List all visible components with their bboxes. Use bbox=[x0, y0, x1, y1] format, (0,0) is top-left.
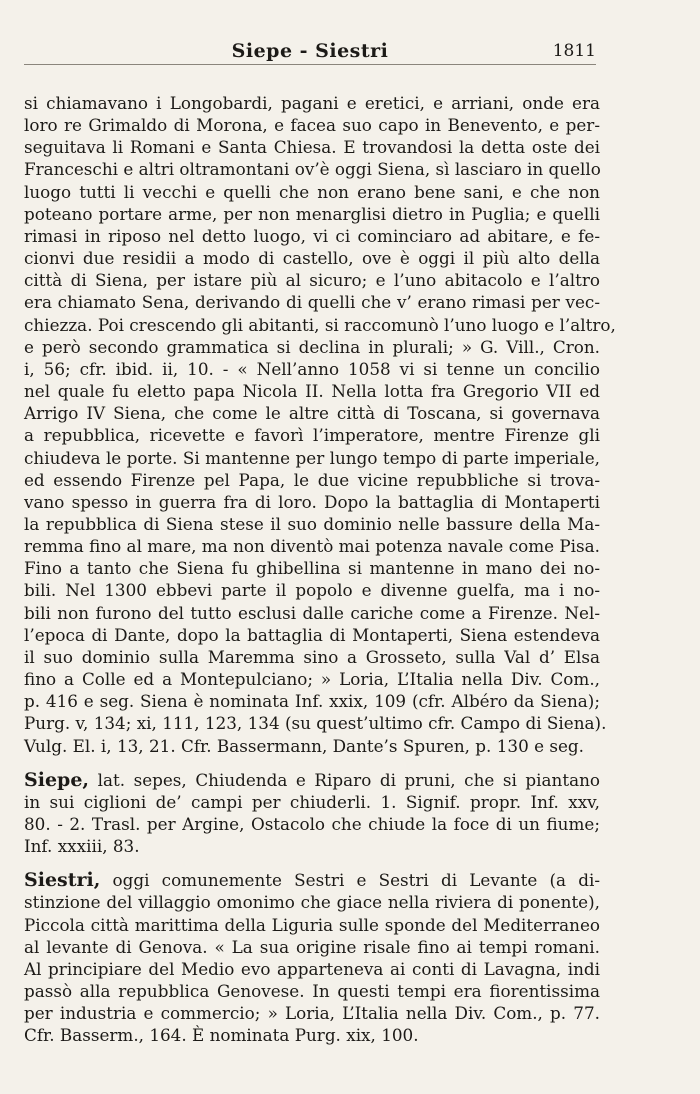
text-line-rest: lat. sepes, Chiudenda e Riparo di pruni, che si piantano bbox=[89, 769, 600, 790]
text-line: seguitava li Romani e Santa Chiesa. E trovandosi la detta oste dei bbox=[24, 137, 600, 158]
text-line: per industria e commercio; » Loria, L’Italia nella Div. Com., p. 77. bbox=[24, 1003, 600, 1024]
entry-siepe bbox=[24, 769, 600, 858]
text-line: il suo dominio sulla Maremma sino a Grosseto, sulla Val d’ Elsa bbox=[24, 646, 600, 667]
text-line bbox=[24, 869, 600, 891]
text-line: luogo tutti li vecchi e quelli che non erano bene sani, e che non bbox=[24, 181, 600, 202]
page-body bbox=[24, 92, 616, 1047]
text-line: bili. Nel 1300 ebbevi parte il popolo e divenne guelfa, ma i no- bbox=[24, 580, 600, 601]
text-line: poteano portare arme, per non menarglisi dietro in Puglia; e quelli bbox=[24, 203, 600, 224]
text-line: loro re Grimaldo di Morona, e facea suo capo in Benevento, e per- bbox=[24, 115, 600, 136]
text-line: Arrigo IV Siena, che come le altre città di Toscana, si governava bbox=[24, 403, 600, 424]
text-line: Al principiare del Medio evo apparteneva ai conti di Lavagna, indi bbox=[24, 958, 600, 979]
text-line: i, 56; cfr. ibid. ii, 10. - « Nell’anno 1058 vi si tenne un concilio bbox=[24, 358, 600, 379]
text-line: la repubblica di Siena stese il suo dominio nelle bassure della Ma- bbox=[24, 513, 600, 534]
text-line: Inf. xxxiii, 83. bbox=[24, 836, 140, 857]
text-line: città di Siena, per istare più al sicuro; e l’uno abitacolo e l’altro bbox=[24, 270, 600, 291]
text-line: al levante di Genova. « La sua origine risale fino ai tempi romani. bbox=[24, 936, 600, 957]
headword: Siepe, bbox=[24, 768, 90, 791]
text-line: si chiamavano i Longobardi, pagani e eretici, e arriani, onde era bbox=[24, 93, 600, 113]
text-line: Cfr. Basserm., 164. È nominata Purg. xix, 100. bbox=[24, 1025, 419, 1046]
text-line: stinzione del villaggio omonimo che giace nella riviera di ponente), bbox=[24, 892, 600, 913]
text-line: Purg. v, 134; xi, 111, 123, 134 (su quest’ultimo cfr. Campo di Siena). bbox=[24, 713, 607, 734]
text-line: e però secondo grammatica si declina in plurali; » G. Vill., Cron. bbox=[24, 336, 600, 357]
text-line: remma fino al mare, ma non diventò mai potenza navale come Pisa. bbox=[24, 536, 600, 557]
text-line: Franceschi e altri oltramontani ov’è oggi Siena, sì lasciaro in quello bbox=[24, 159, 601, 180]
text-line: l’epoca di Dante, dopo la battaglia di Montaperti, Siena estendeva bbox=[24, 624, 600, 645]
text-line: vano spesso in guerra fra di loro. Dopo la battaglia di Montaperti bbox=[24, 491, 600, 512]
text-line: fino a Colle ed a Montepulciano; » Loria, L’Italia nella Div. Com., bbox=[24, 669, 600, 690]
page-number: 1811 bbox=[552, 41, 596, 61]
text-line bbox=[24, 769, 600, 791]
text-line-rest: oggi comunemente Sestri e Sestri di Levante (a di- bbox=[100, 870, 600, 891]
text-line: Vulg. El. i, 13, 21. Cfr. Bassermann, Dante’s Spuren, p. 130 e seg. bbox=[24, 735, 584, 756]
entry-siestri bbox=[24, 869, 600, 1046]
text-line: chiudeva le porte. Si mantenne per lungo tempo di parte imperiale, bbox=[24, 447, 600, 468]
text-line: Piccola città marittima della Liguria sulle sponde del Mediterraneo bbox=[24, 914, 600, 935]
headword: Siestri, bbox=[24, 869, 101, 892]
running-header bbox=[24, 40, 596, 65]
text-line: ed essendo Firenze pel Papa, le due vicine repubbliche si trova- bbox=[24, 469, 600, 490]
text-line: passò alla repubblica Genovese. In questi tempi era fiorentissima bbox=[24, 981, 600, 1002]
text-line: cionvi due residii a modo di castello, ove è oggi il più alto della bbox=[24, 248, 600, 269]
text-line: rimasi in riposo nel detto luogo, vi ci cominciaro ad abitare, e fe- bbox=[24, 225, 600, 246]
text-line: 80. - 2. Trasl. per Argine, Ostacolo che chiude la foce di un fiume; bbox=[24, 814, 600, 834]
text-line: Fino a tanto che Siena fu ghibellina si mantenne in mano dei no- bbox=[24, 558, 600, 579]
text-line: era chiamato Sena, derivando di quelli che v’ erano rimasi per vec- bbox=[24, 292, 600, 313]
text-line: bili non furono del tutto esclusi dalle cariche come a Firenze. Nel- bbox=[24, 602, 600, 623]
entry-siena-continuation bbox=[24, 92, 616, 757]
text-line: chiezza. Poi crescendo gli abitanti, si raccomunò l’uno luogo e l’altro, bbox=[24, 314, 616, 335]
text-line: a repubblica, ricevette e favorì l’imperatore, mentre Firenze gli bbox=[24, 425, 600, 446]
text-line: p. 416 e seg. Siena è nominata Inf. xxix, 109 (cfr. Albéro da Siena); bbox=[24, 691, 600, 712]
running-title: Siepe - Siestri bbox=[231, 40, 389, 62]
text-line: nel quale fu eletto papa Nicola II. Nella lotta fra Gregorio VII ed bbox=[24, 381, 600, 402]
text-line: in sui ciglioni de’ campi per chiuderli. 1. Signif. propr. Inf. xxv, bbox=[24, 791, 600, 812]
